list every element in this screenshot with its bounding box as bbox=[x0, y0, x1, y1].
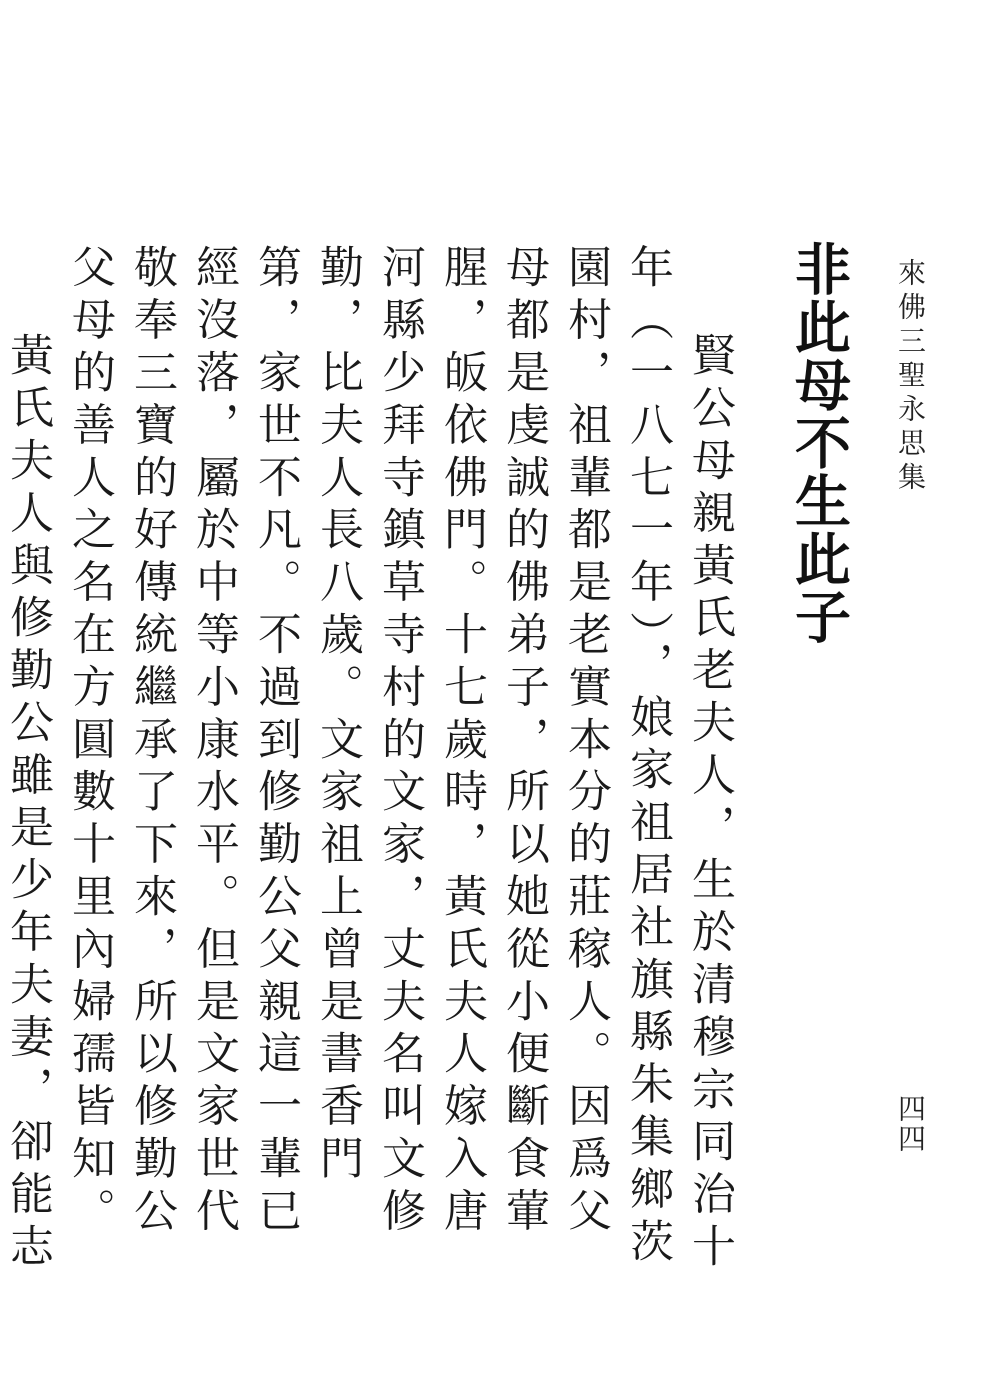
section-title: 非此母不生此子 bbox=[786, 240, 851, 646]
running-head-book-title: 來佛三聖永思集 bbox=[894, 258, 927, 496]
paragraph-2: 黃氏夫人與修勤公雖是少年夫妻，卻能志 bbox=[2, 332, 53, 1276]
paragraph-1: 賢公母親黃氏老夫人，生於清穆宗同治十年（一八七一年），娘家祖居社旗縣朱集鄉茨園村，祖輩都是老實本分的莊稼人。因爲父母都是虔誠的佛弟子，所以她從小便斷食葷腥，皈依佛門。十七歲時，黃氏夫人嫁入唐河縣少拜寺鎮草寺村的文家，丈夫名叫文修勤，比夫人長八歲。文家祖上曾是書香門第，家世不凡。不過到修勤公父親這一輩已經沒落，屬於中等小康水平。但是文家世代敬奉三寶的好傳統繼承了下來，所以修勤公父母的善人之名在方圓數十里內婦孺皆知。 bbox=[64, 244, 735, 1276]
body-text bbox=[2, 150, 740, 1290]
page-number: 四四 bbox=[894, 1094, 927, 1154]
